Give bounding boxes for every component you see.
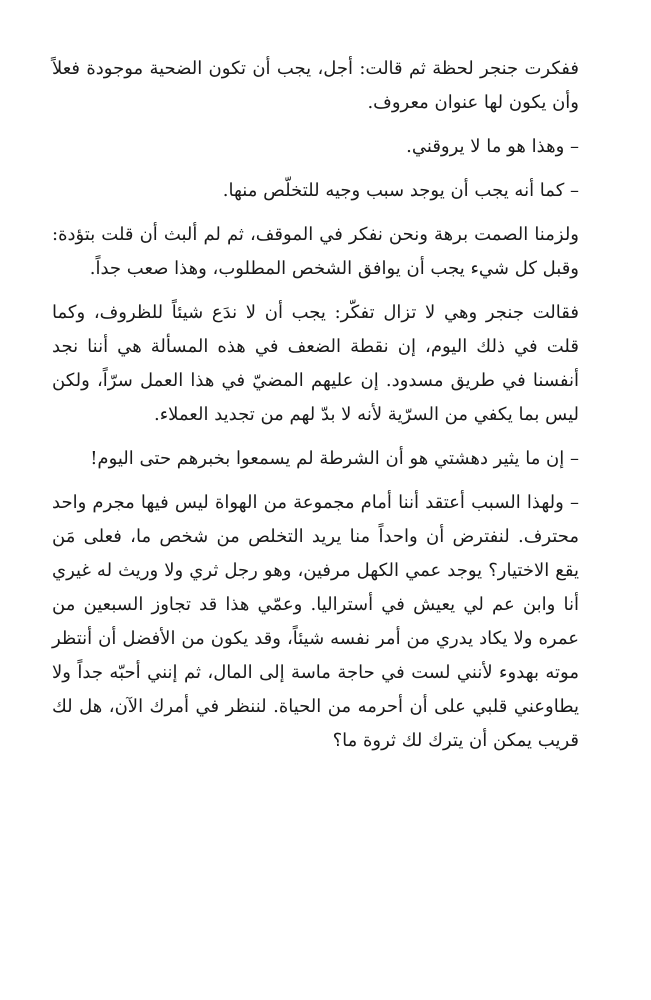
paragraph-5: فقالت جنجر وهي لا تزال تفكّر: يجب أن لا ندَع شيئاً للظروف، وكما قلت في ذلك اليوم، إن نقطة الضعف في هذه المسألة هي أننا نجد أنفسنا في طريق مسدود. إن عليهم المضيّ في هذا العمل سرّاً، ولكن ليس بما يكفي من السرّية لأنه لا بدّ لهم من تجديد العملاء. xyxy=(52,302,579,425)
paragraph-7: – ولهذا السبب أعتقد أننا أمام مجموعة من الهواة ليس فيها مجرم واحد محترف. لنفترض أن واحداً منا يريد التخلص من شخص ما، فعلى مَن يقع الاختيار؟ يوجد عمي الكهل مرفين، وهو رجل ثري ولا وريث له غيري أنا وابن عم لي يعيش في أستراليا. وعمّي هذا قد تجاوز السبعين من عمره ولا يكاد يدري من أمر نفسه شيئاً، وقد يكون من الأفضل أن أنتظر موته بهدوء لأنني لست في حاجة ماسة إلى المال، ثم إنني أحبّه جداً ولا يطاوعني قلبي على أن أحرمه من الحياة. لننظر في أمرك الآن، هل لك قريب يمكن أن يترك لك ثروة ما؟ xyxy=(52,492,579,751)
book-page xyxy=(52,52,579,768)
paragraph-1: ففكرت جنجر لحظة ثم قالت: أجل، يجب أن تكون الضحية موجودة فعلاً وأن يكون لها عنوان معروف. xyxy=(52,58,580,113)
paragraph-4: ولزمنا الصمت برهة ونحن نفكر في الموقف، ثم لم ألبث أن قلت بتؤدة: وقبل كل شيء يجب أن يوافق الشخص المطلوب، وهذا صعب جداً. xyxy=(52,224,579,279)
paragraph-3: – كما أنه يجب أن يوجد سبب وجيه للتخلّص منها. xyxy=(222,180,579,201)
paragraph-2: – وهذا هو ما لا يروقني. xyxy=(406,136,579,157)
paragraph-6: – إن ما يثير دهشتي هو أن الشرطة لم يسمعوا بخبرهم حتى اليوم! xyxy=(90,448,579,469)
